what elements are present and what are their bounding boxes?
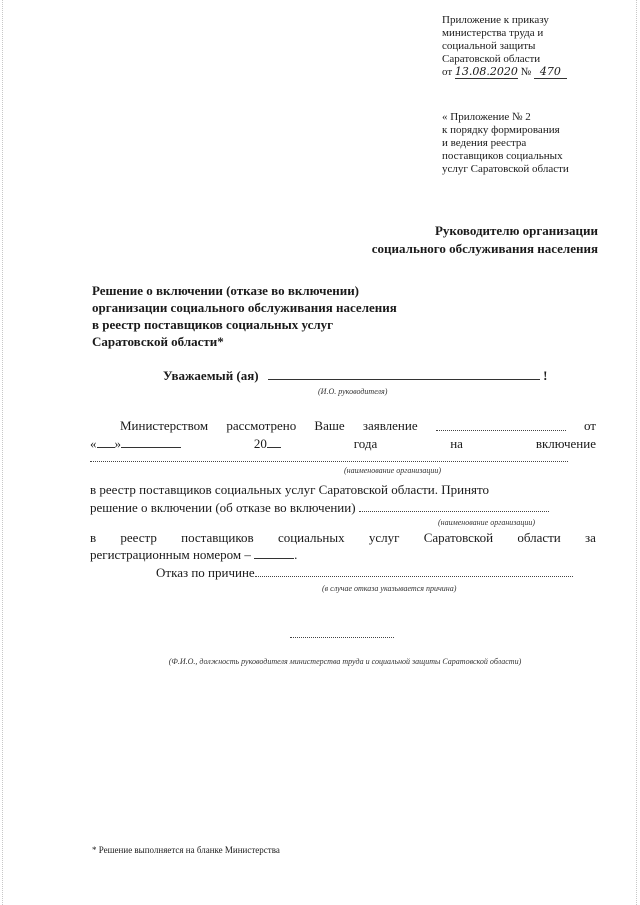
refusal-hint: (в случае отказа указывается причина) <box>322 584 457 593</box>
scan-edge-left <box>2 0 4 905</box>
day-blank <box>97 447 115 448</box>
scan-edge-right <box>636 0 638 905</box>
appendix2-line: и ведения реестра <box>442 137 527 149</box>
paragraph-2-line-2 <box>90 500 600 516</box>
order-date: 13.08.2020 <box>454 65 518 78</box>
addressee-line: Руководителю организации <box>434 223 598 238</box>
addressee-line: социального обслуживания населения <box>371 241 598 256</box>
title-line: организации социального обслуживания населения <box>92 300 397 315</box>
refusal-reason-blank <box>255 576 573 577</box>
appendix2-line: « Приложение № 2 <box>442 111 531 123</box>
organization-blank <box>90 461 568 462</box>
paragraph-2-line-1: в реестр поставщиков социальных услуг Саратовской области. Принято <box>90 482 490 497</box>
greeting-hint: (И.О. руководителя) <box>318 387 388 396</box>
word: за <box>585 530 596 545</box>
title-line: Саратовской области* <box>92 334 224 349</box>
refusal-text: Отказ по причине <box>156 565 255 580</box>
paragraph-1-line-1 <box>120 418 596 434</box>
word: Ваше <box>314 418 345 433</box>
greeting-text: Уважаемый (ая) <box>163 368 259 383</box>
date-open: « <box>90 436 97 451</box>
word: поставщиков <box>181 530 254 545</box>
reg-number-blank <box>254 558 294 559</box>
paragraph-3-line-1 <box>90 530 596 546</box>
order-number: 470 <box>534 65 567 79</box>
word: услуг <box>368 530 400 545</box>
addressee <box>298 223 598 257</box>
application-blank <box>436 418 566 431</box>
title-line: Решение о включении (отказе во включении) <box>92 283 360 298</box>
order-prefix: от <box>442 66 453 78</box>
appendix-line: социальной защиты <box>442 40 536 52</box>
paragraph-3-line-2 <box>90 547 297 563</box>
signature-hint: (Ф.И.О., должность руководителя министерства труда и социальной защиты Саратовской области) <box>168 657 522 666</box>
word: в <box>90 530 97 545</box>
paragraph-1-line-2 <box>90 436 596 452</box>
order-no-label: № <box>520 66 532 78</box>
word: на <box>450 436 463 451</box>
appendix-line: Приложение к приказу <box>442 14 549 26</box>
year-prefix: 20 <box>253 436 267 451</box>
order-ref <box>442 66 622 78</box>
word: Министерством <box>120 418 209 433</box>
appendix-line: Саратовской области <box>442 53 541 65</box>
year-field <box>254 436 281 452</box>
greeting-name-blank <box>268 379 540 380</box>
date-field <box>90 436 181 452</box>
word: реестр <box>120 530 157 545</box>
refusal-row <box>156 565 573 581</box>
appendix-line: министерства труда и <box>442 27 544 39</box>
appendix2-line: поставщиков социальных <box>442 150 563 162</box>
word: года <box>353 436 378 451</box>
word: области <box>517 530 561 545</box>
month-blank <box>121 447 181 448</box>
date-close: » <box>114 436 121 451</box>
year-blank <box>267 447 281 448</box>
word: Саратовской <box>423 530 494 545</box>
footnote: * Решение выполняется на бланке Министерства <box>92 845 280 855</box>
word: включение <box>535 436 596 451</box>
greeting-row <box>163 368 563 384</box>
title-line: в реестр поставщиков социальных услуг <box>92 317 334 332</box>
decision-text: решение о включении (об отказе во включении) <box>90 500 356 515</box>
organization-hint-2: (наименование организации) <box>438 518 536 527</box>
appendix-block <box>442 14 622 78</box>
word: социальных <box>277 530 345 545</box>
greeting-end: ! <box>543 368 548 383</box>
signature-blank <box>290 637 394 638</box>
appendix2-line: услуг Саратовской области <box>442 163 569 175</box>
organization-hint: (наименование организации) <box>344 466 442 475</box>
word: рассмотрено <box>226 418 297 433</box>
word: от <box>583 418 596 433</box>
appendix2-block <box>442 111 632 175</box>
decision-org-blank <box>359 511 549 512</box>
decision-title <box>92 283 512 350</box>
reg-number-end: . <box>294 547 298 562</box>
word: заявление <box>362 418 418 433</box>
reg-number-text: регистрационным номером – <box>90 547 251 562</box>
appendix2-line: к порядку формирования <box>442 124 560 136</box>
